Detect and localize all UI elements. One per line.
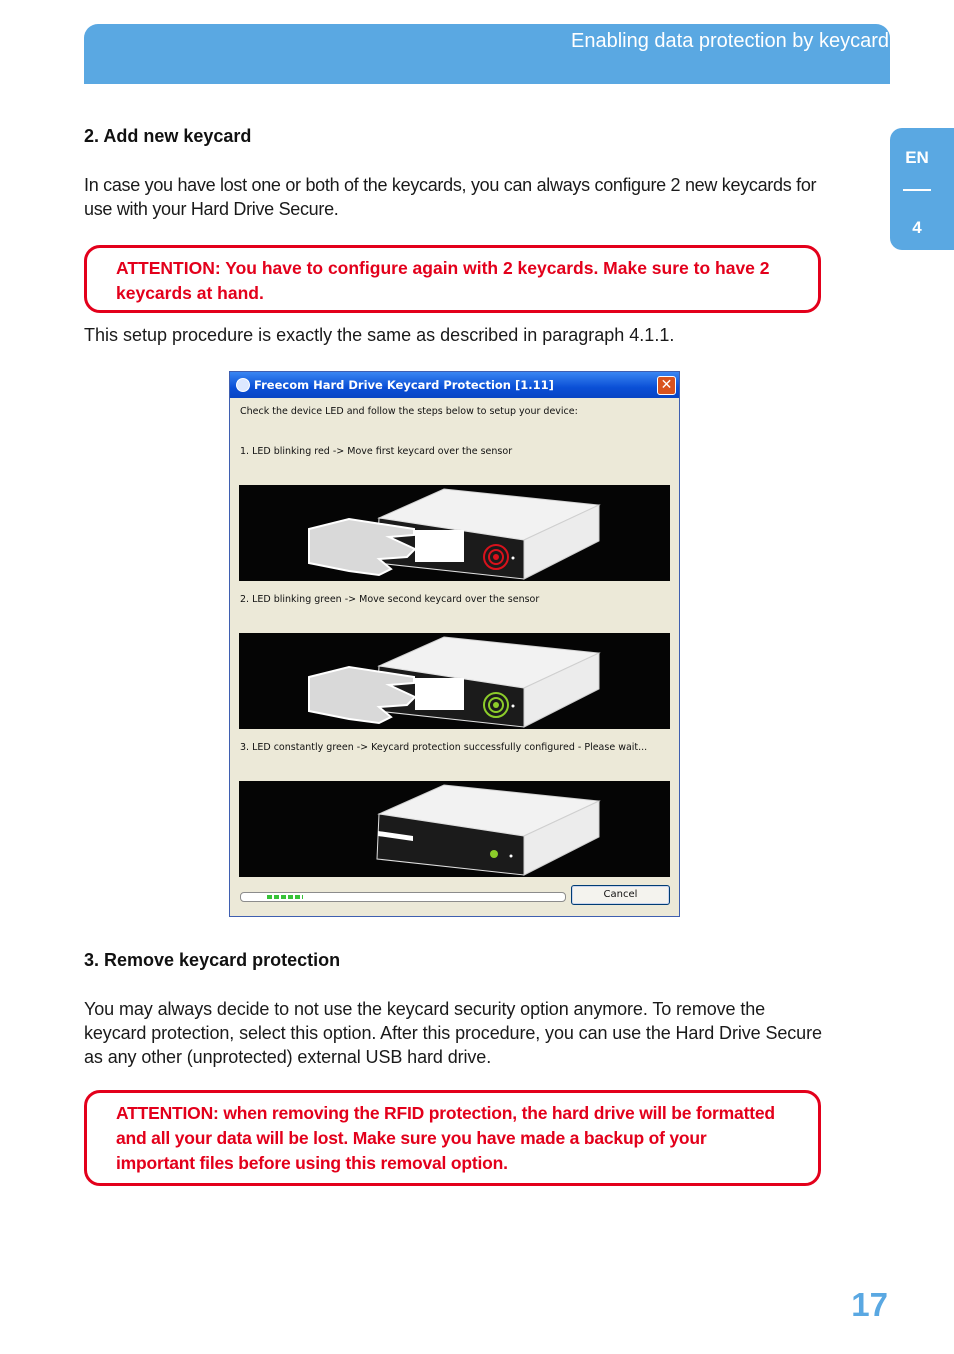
- dialog-intro-text: Check the device LED and follow the steps below to setup your device:: [240, 406, 578, 417]
- led-green-dot: [493, 702, 499, 708]
- header-title: Enabling data protection by keycard: [571, 30, 889, 52]
- attention-box-configure: ATTENTION: You have to configure again with 2 keycards. Make sure to have 2 keycards at hand.: [84, 245, 821, 313]
- step-2-text: 2. LED blinking green -> Move second keycard over the sensor: [240, 594, 540, 605]
- chapter-number: 4: [912, 218, 922, 237]
- chapter-side-tab: [890, 128, 954, 250]
- drive-indicator-dot: [512, 705, 515, 708]
- dialog-titlebar[interactable]: [230, 372, 679, 398]
- side-tab-divider: [903, 189, 931, 191]
- led-green-steady: [490, 850, 498, 858]
- language-label: EN: [905, 148, 929, 167]
- step-1-illustration: [239, 485, 670, 581]
- page-number: 17: [851, 1286, 888, 1323]
- section-heading-add-keycard: 2. Add new keycard: [84, 126, 252, 146]
- progress-bar: [240, 892, 566, 902]
- step-3-illustration: [239, 781, 670, 877]
- attention-box-removal: ATTENTION: when removing the RFID protection, the hard drive will be formatted and all your data will be lost. Make sure you have made a backup of your important files before using this removal option.: [84, 1090, 821, 1186]
- keycard-graphic: [415, 530, 464, 562]
- cancel-button[interactable]: Cancel: [571, 885, 670, 905]
- procedure-note: This setup procedure is exactly the same as described in paragraph 4.1.1.: [84, 325, 675, 345]
- step-1-text: 1. LED blinking red -> Move first keycard over the sensor: [240, 446, 513, 457]
- hand-graphic: [309, 667, 415, 723]
- section-heading-remove-keycard: 3. Remove keycard protection: [84, 950, 341, 970]
- hand-graphic: [309, 519, 415, 575]
- remove-keycard-paragraph: You may always decide to not use the keycard security option anymore. To remove the keycard protection, select this option. After this procedure, you can use the Hard Drive Secure as any other (unprotected) external USB hard drive.: [84, 999, 822, 1067]
- step-3-text: 3. LED constantly green -> Keycard protection successfully configured - Please wait...: [240, 742, 648, 753]
- progress-bar-fill: [267, 895, 303, 899]
- close-button[interactable]: ✕: [657, 376, 676, 395]
- dialog-title: Freecom Hard Drive Keycard Protection [1.11]: [254, 378, 554, 392]
- keycard-graphic: [415, 678, 464, 710]
- drive-indicator-dot: [512, 557, 515, 560]
- led-red-dot: [493, 554, 499, 560]
- app-icon: [236, 378, 250, 392]
- add-keycard-paragraph: In case you have lost one or both of the keycards, you can always configure 2 new keycards for use with your Hard Drive Secure.: [84, 175, 817, 219]
- step-2-illustration: [239, 633, 670, 729]
- keycard-protection-dialog: [229, 371, 680, 917]
- drive-indicator-dot: [510, 855, 513, 858]
